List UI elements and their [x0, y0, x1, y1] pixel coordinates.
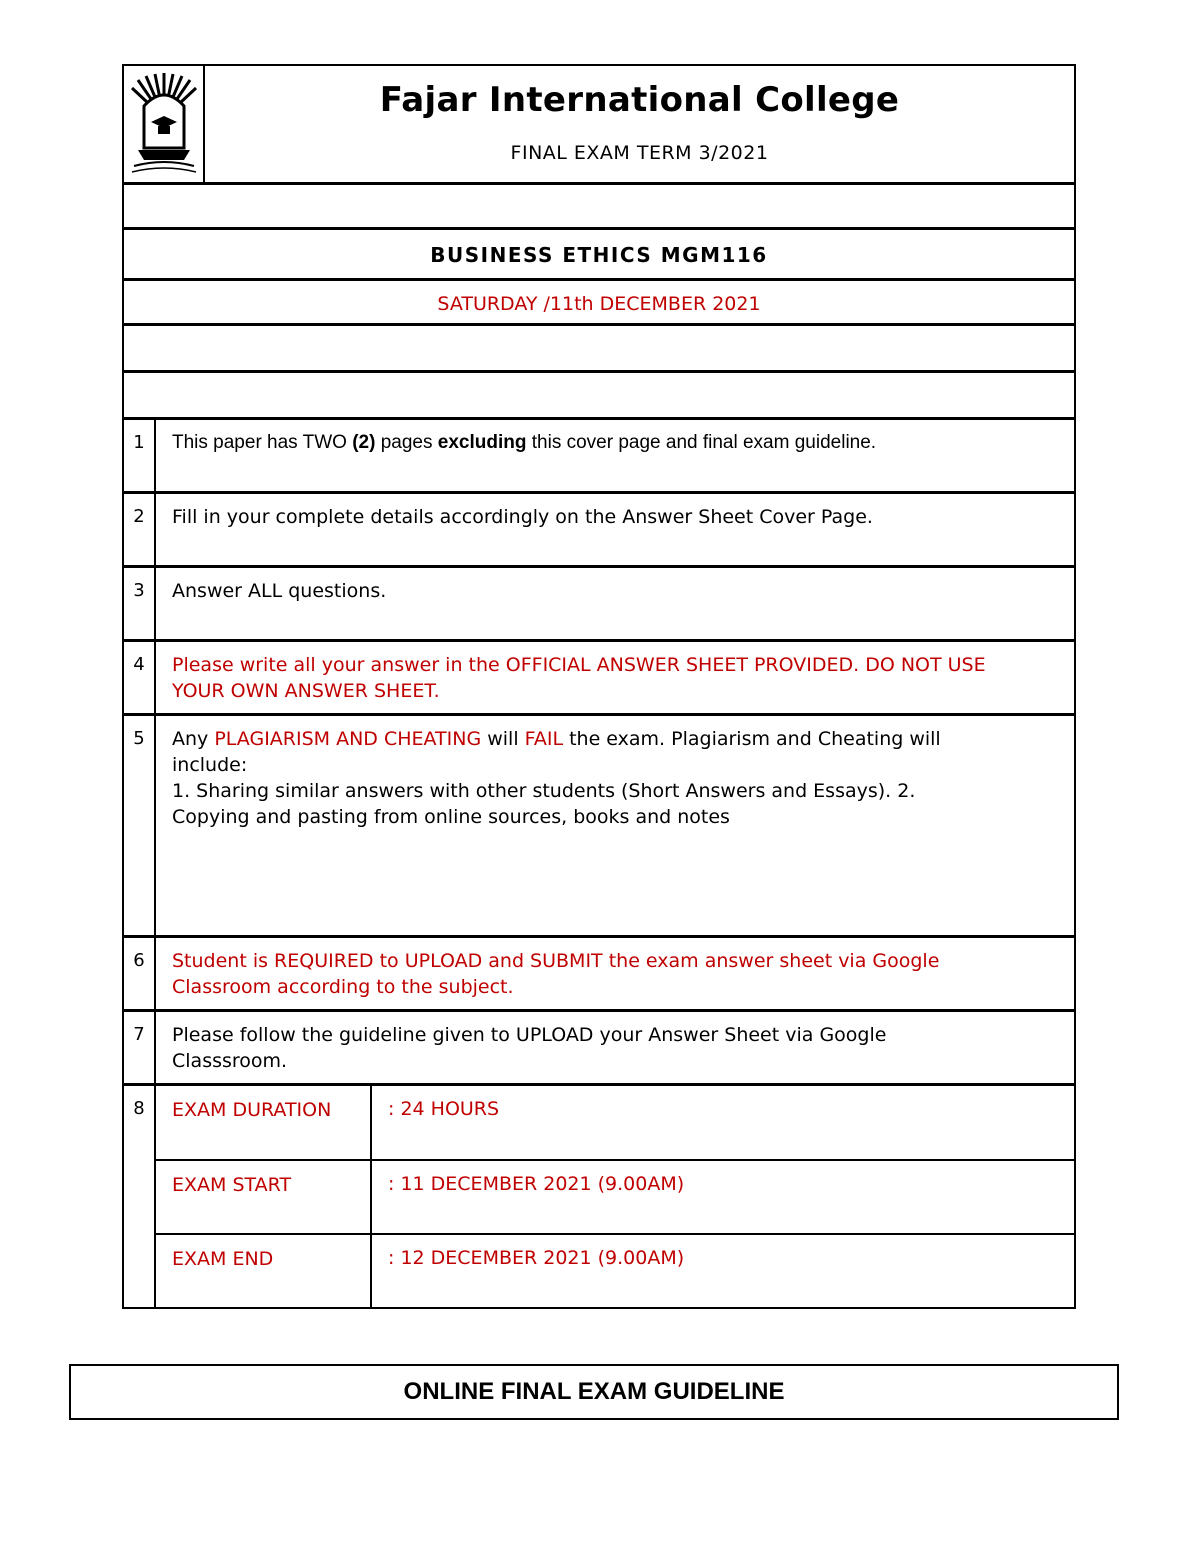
- instruction-text: Any PLAGIARISM AND CHEATING will FAIL the exam. Plagiarism and Cheating will include: 1. Sharing similar answers with other students (Short Answers and Essays). 2. Copying and pasting from online sources, books and notes: [172, 728, 941, 828]
- exam-info-row: [124, 1086, 1074, 1307]
- instruction-row: [124, 716, 1074, 938]
- exam-date-row: [124, 281, 1074, 326]
- instruction-text: Student is REQUIRED to UPLOAD and SUBMIT the exam answer sheet via Google Classroom according to the subject.: [172, 950, 940, 998]
- instruction-number: 2: [124, 494, 156, 565]
- exam-start-row: [156, 1161, 1074, 1235]
- instruction-text: Please follow the guideline given to UPLOAD your Answer Sheet via Google Classsroom.: [172, 1024, 887, 1072]
- header-row: [124, 66, 1074, 185]
- course-title: BUSINESS ETHICS MGM116: [430, 243, 768, 267]
- exam-end-row: [156, 1235, 1074, 1307]
- cover-table: [122, 64, 1076, 1309]
- instruction-text: Answer ALL questions.: [172, 580, 387, 602]
- exam-end-value: : 12 DECEMBER 2021 (9.00AM): [370, 1235, 1074, 1307]
- course-title-row: [124, 230, 1074, 281]
- instruction-row: [124, 642, 1074, 716]
- guideline-heading: ONLINE FINAL EXAM GUIDELINE: [69, 1364, 1119, 1420]
- instruction-number: 5: [124, 716, 156, 935]
- exam-duration-row: [156, 1086, 1074, 1161]
- empty-row: [124, 373, 1074, 420]
- exam-duration-value: : 24 HOURS: [370, 1086, 1074, 1159]
- empty-row: [124, 185, 1074, 230]
- instruction-row: [124, 494, 1074, 568]
- exam-duration-label: EXAM DURATION: [172, 1099, 332, 1121]
- instruction-row: [124, 568, 1074, 642]
- instruction-row: [124, 1012, 1074, 1086]
- empty-row: [124, 326, 1074, 373]
- exam-term: FINAL EXAM TERM 3/2021: [510, 142, 769, 164]
- instruction-text: This paper has TWO (2) pages excluding this cover page and final exam guideline.: [172, 432, 877, 453]
- instruction-number: 6: [124, 938, 156, 1009]
- instruction-row: [124, 420, 1074, 494]
- exam-end-label: EXAM END: [172, 1248, 274, 1270]
- instruction-number: 1: [124, 420, 156, 491]
- instruction-text: Fill in your complete details accordingly on the Answer Sheet Cover Page.: [172, 506, 873, 528]
- college-crest-icon: [124, 66, 203, 180]
- instruction-number: 8: [124, 1086, 156, 1307]
- instruction-row: [124, 938, 1074, 1012]
- exam-date: SATURDAY /11th DECEMBER 2021: [437, 293, 761, 315]
- instruction-number: 7: [124, 1012, 156, 1083]
- instruction-text: Please write all your answer in the OFFICIAL ANSWER SHEET PROVIDED. DO NOT USE YOUR OWN ANSWER SHEET.: [172, 654, 986, 702]
- exam-start-label: EXAM START: [172, 1174, 292, 1196]
- instruction-number: 3: [124, 568, 156, 639]
- college-logo: [124, 66, 205, 182]
- instruction-number: 4: [124, 642, 156, 713]
- college-name: Fajar International College: [379, 80, 900, 120]
- exam-start-value: : 11 DECEMBER 2021 (9.00AM): [370, 1161, 1074, 1233]
